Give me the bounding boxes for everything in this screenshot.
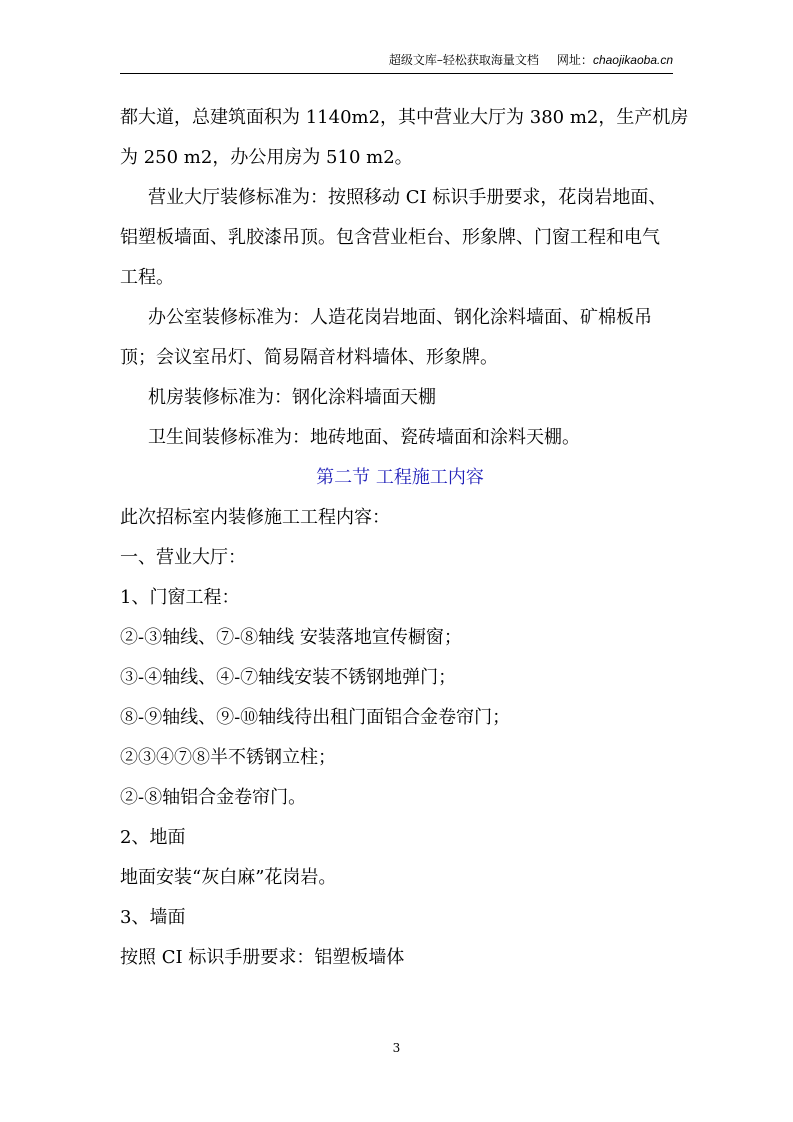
paragraph-line: 卫生间装修标准为：地砖地面、瓷砖墙面和涂料天棚。	[148, 427, 580, 448]
paragraph-line: 铝塑板墙面、乳胶漆吊顶。包含营业柜台、形象牌、门窗工程和电气	[120, 227, 660, 248]
paragraph-line: 都大道，总建筑面积为 1140m2，其中营业大厅为 380 m2，生产机房	[120, 107, 689, 128]
list-item: ②③④⑦⑧半不锈钢立柱；	[120, 747, 336, 768]
paragraph-line: 为 250 m2，办公用房为 510 m2。	[120, 147, 413, 168]
paragraph-line: 办公室装修标准为：人造花岗岩地面、钢化涂料墙面、矿棉板吊	[148, 307, 652, 328]
list-item: ③-④轴线、④-⑦轴线安装不锈钢地弹门；	[120, 667, 457, 688]
list-item: 按照 CI 标识手册要求：铝塑板墙体	[120, 947, 405, 968]
paragraph-line: 顶；会议室吊灯、简易隔音材料墙体、形象牌。	[120, 347, 498, 368]
list-item: ⑧-⑨轴线、⑨-⑩轴线待出租门面铝合金卷帘门；	[120, 707, 511, 728]
list-subheading: 3、墙面	[120, 907, 186, 928]
paragraph-line: 营业大厅装修标准为：按照移动 CI 标识手册要求，花岗岩地面、	[148, 187, 667, 208]
header-slogan: 超级文库–轻松获取海量文档	[388, 53, 539, 67]
list-heading: 一、营业大厅：	[120, 547, 246, 568]
page-number: 3	[392, 1041, 401, 1055]
list-item: 地面安装“灰白麻”花岗岩。	[120, 867, 337, 888]
paragraph-line: 此次招标室内装修施工工程内容：	[120, 507, 390, 528]
header-url[interactable]: chaojikaoba.cn	[592, 53, 673, 67]
header-rule	[120, 73, 673, 74]
paragraph-line: 机房装修标准为：钢化涂料墙面天棚	[148, 387, 436, 408]
paragraph-line: 工程。	[120, 267, 174, 288]
list-subheading: 2、地面	[120, 827, 186, 848]
list-item: ②-③轴线、⑦-⑧轴线 安装落地宣传橱窗；	[120, 627, 462, 648]
list-item: ②-⑧轴铝合金卷帘门。	[120, 787, 307, 808]
document-body	[120, 100, 689, 980]
section-heading: 第二节 工程施工内容	[316, 467, 484, 488]
page-header	[120, 52, 673, 68]
list-subheading: 1、门窗工程：	[120, 587, 240, 608]
header-url-label: 网址：	[556, 53, 593, 67]
